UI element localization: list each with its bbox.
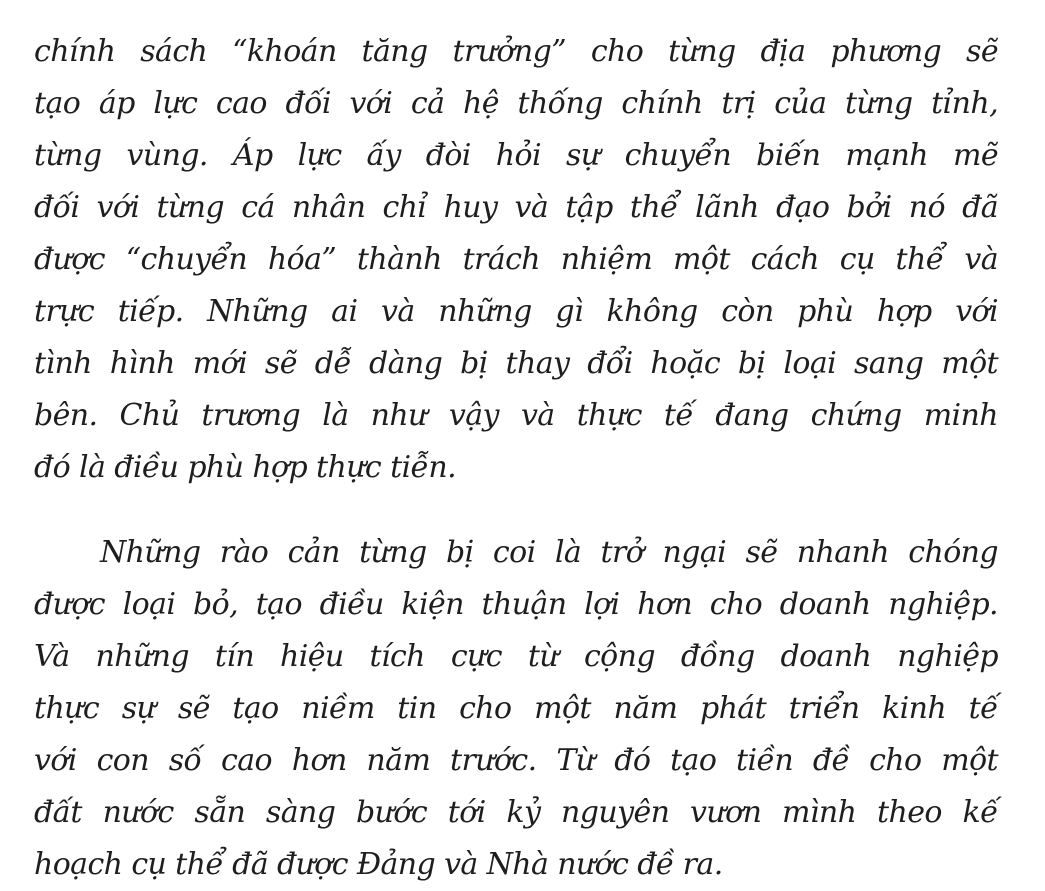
text-line: với con số cao hơn năm trước. Từ đó tạo tiền đề cho một <box>34 743 998 778</box>
text-line: tình hình mới sẽ dễ dàng bị thay đổi hoặc bị loại sang một <box>34 346 998 381</box>
text-line: chính sách “khoán tăng trưởng” cho từng địa phương sẽ <box>34 34 998 69</box>
text-line: đất nước sẵn sàng bước tới kỷ nguyên vươn mình theo kế <box>34 795 998 830</box>
text-line: đối với từng cá nhân chỉ huy và tập thể lãnh đạo bởi nó đã <box>34 190 998 225</box>
text-line: đó là điều phù hợp thực tiễn. <box>34 450 457 485</box>
paragraph-2 <box>34 527 998 891</box>
paragraph-spacer <box>34 494 998 527</box>
text-line: bên. Chủ trương là như vậy và thực tế đang chứng minh <box>34 398 998 433</box>
paragraph-1 <box>34 26 998 494</box>
document-page <box>34 26 998 891</box>
text-line: tạo áp lực cao đối với cả hệ thống chính trị của từng tỉnh, <box>34 86 998 121</box>
text-line: được “chuyển hóa” thành trách nhiệm một cách cụ thể và <box>34 242 998 277</box>
text-line: thực sự sẽ tạo niềm tin cho một năm phát triển kinh tế <box>34 691 998 726</box>
text-line: Và những tín hiệu tích cực từ cộng đồng doanh nghiệp <box>34 639 998 674</box>
text-line: trực tiếp. Những ai và những gì không còn phù hợp với <box>34 294 998 329</box>
text-line: hoạch cụ thể đã được Đảng và Nhà nước đề ra. <box>34 847 723 882</box>
text-line: Những rào cản từng bị coi là trở ngại sẽ nhanh chóng <box>100 535 998 570</box>
text-line: được loại bỏ, tạo điều kiện thuận lợi hơn cho doanh nghiệp. <box>34 587 998 622</box>
text-line: từng vùng. Áp lực ấy đòi hỏi sự chuyển biến mạnh mẽ <box>34 138 998 173</box>
